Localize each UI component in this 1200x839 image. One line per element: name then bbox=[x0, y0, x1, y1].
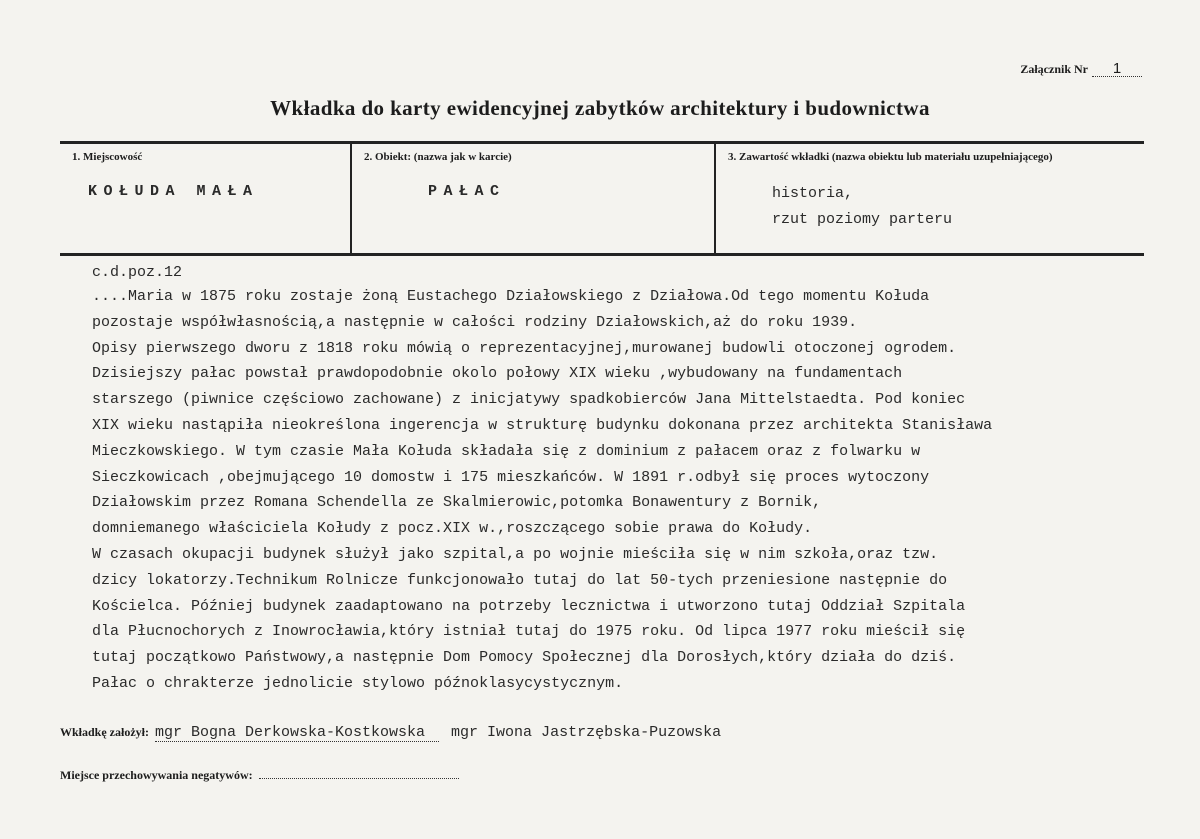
place-label: 1. Miejscowość bbox=[72, 151, 143, 163]
contents-item: historia, bbox=[772, 185, 854, 202]
text-line: Kościelca. Później budynek zaadaptowano na potrzeby lecznictwa i utworzono tutaj Oddział Szpitala bbox=[92, 597, 966, 615]
column-divider-1 bbox=[350, 141, 352, 255]
annex-number bbox=[1020, 62, 1142, 77]
object-value: PAŁAC bbox=[428, 183, 506, 200]
text-line: dzicy lokatorzy.Technikum Rolnicze funkcjonowało tutaj do lat 50-tych przeniesione następnie do bbox=[92, 571, 948, 589]
bottom-rule bbox=[60, 253, 1144, 256]
text-line: Opisy pierwszego dworu z 1818 roku mówią o reprezentacyjnej,murowanej budowli otoczonej ogrodem. bbox=[92, 339, 957, 357]
author-name-2: mgr Iwona Jastrzębska-Puzowska bbox=[451, 724, 722, 741]
text-line: starszego (piwnice częściowo zachowane) z inicjatywy spadkobierców Jana Mittelstaedta. Pod koniec bbox=[92, 391, 966, 409]
column-divider-2 bbox=[714, 141, 716, 255]
contents-item: rzut poziomy parteru bbox=[772, 211, 953, 228]
text-line: Mieczkowskiego. W tym czasie Mała Kołuda składała się z dominium z pałacem oraz z folwarku w bbox=[92, 442, 921, 460]
annex-label: Załącznik Nr bbox=[1020, 62, 1088, 76]
text-line: Dzisiejszy pałac powstał prawdopodobnie okolo połowy XIX wieku ,wybudowany na fundamentach bbox=[92, 365, 903, 383]
text-line: Sieczkowicach ,obejmującego 10 domostw i 175 mieszkańców. W 1891 r.odbył się proces wytoczony bbox=[92, 468, 930, 486]
negatives-blank-field bbox=[259, 768, 459, 779]
contents-label: 3. Zawartość wkładki (nazwa obiektu lub materiału uzupełniającego) bbox=[728, 151, 1053, 163]
text-line: tutaj początkowo Państwowy,a następnie Dom Pomocy Społecznej dla Dorosłych,który działa do dziś. bbox=[92, 649, 957, 667]
page-title: Wkładka do karty ewidencyjnej zabytków architektury i budownictwa bbox=[270, 96, 930, 120]
founded-by-line bbox=[60, 724, 721, 742]
text-line: W czasach okupacji budynek służył jako szpital,a po wojnie mieściła się w nim szkoła,oraz tzw. bbox=[92, 545, 939, 563]
history-text bbox=[92, 284, 1152, 697]
contents-list bbox=[772, 181, 952, 233]
object-label: 2. Obiekt: (nazwa jak w karcie) bbox=[364, 151, 512, 163]
text-line: ....Maria w 1875 roku zostaje żoną Eustachego Działowskiego z Działowa.Od tego momentu Kołuda bbox=[92, 288, 930, 305]
negatives-location-line bbox=[60, 768, 459, 783]
text-line: pozostaje współwłasnością,a następnie w całości rodziny Działowskich,aż do roku 1939. bbox=[92, 313, 858, 331]
continuation-ref: c.d.poz.12 bbox=[92, 264, 183, 281]
text-line: Pałac o chrakterze jednolicie stylowo późnoklasycystycznym. bbox=[92, 674, 624, 692]
place-value: KOŁUDA MAŁA bbox=[88, 183, 259, 200]
negatives-label: Miejsce przechowywania negatywów: bbox=[60, 768, 253, 782]
text-line: XIX wieku nastąpiła nieokreślona ingerencja w strukturę budynku dokonana przez architekta Stanisława bbox=[92, 416, 993, 434]
text-line: Działowskim przez Romana Schendella ze Skalmierowic,potomka Bonawentury z Bornik, bbox=[92, 494, 822, 512]
founded-by-label: Wkładkę założył: bbox=[60, 725, 149, 739]
annex-number-value: 1 bbox=[1092, 62, 1142, 77]
author-name-1: mgr Bogna Derkowska-Kostkowska bbox=[155, 724, 439, 742]
top-rule bbox=[60, 141, 1144, 144]
text-line: dla Płucnochorych z Inowrocławia,który istniał tutaj do 1975 roku. Od lipca 1977 roku mieścił się bbox=[92, 623, 966, 641]
text-line: domniemanego właściciela Kołudy z pocz.XIX w.,roszczącego sobie prawa do Kołudy. bbox=[92, 520, 813, 538]
